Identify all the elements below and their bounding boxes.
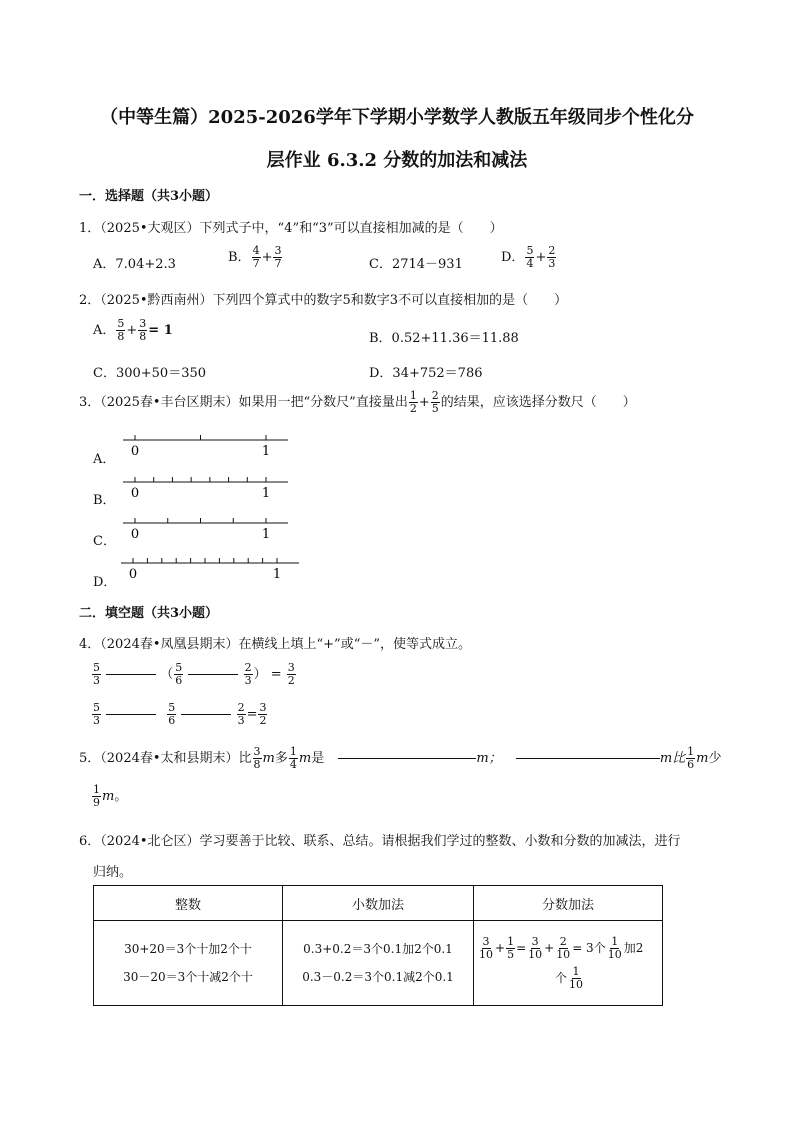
q4-row-1: $\frac{5}{3}$ （ $\frac{5}{6}$ $\frac{2}{3}$ ） = $\frac{3}{2}$: [93, 661, 295, 687]
fraction: $\frac{1}{10}$: [607, 935, 622, 961]
answer-blank[interactable]: [181, 714, 231, 715]
fraction: $\frac{2}{10}$: [556, 935, 571, 961]
q2-option-d: D．34+752＝786: [369, 366, 483, 381]
ruler-label-one: 1: [272, 567, 282, 582]
section-choice-heading: 一．选择题（共3小题）: [79, 189, 219, 204]
cell-fraction: $\frac{3}{10}$ + $\frac{1}{5}$ = $\frac{3}{10}$ + $\frac{2}{10}$ = 3个 $\frac{1}{10}$ 加2 个 $\frac{1}{10}$: [474, 921, 663, 1006]
answer-blank[interactable]: [338, 758, 476, 759]
q1-option-c: C．2714－931: [369, 257, 463, 272]
page-title-line1: （中等生篇）2025-2026学年下学期小学数学人教版五年级同步个性化分: [100, 107, 694, 128]
q3-option-b-label: B．: [93, 493, 116, 508]
question-1-stem: 1．（2025•大观区）下列式子中，“4”和“3”可以直接相加减的是（ ）: [79, 221, 503, 236]
result: = 1: [148, 323, 173, 338]
fraction: $\frac{1}{10}$: [569, 965, 584, 991]
q3-option-a-label: A．: [93, 452, 116, 467]
question-6-stem: 6．（2024•北仑区）学习要善于比较、联系、总结。请根据我们学过的整数、小数和分数的加减法，进行: [79, 834, 681, 849]
answer-blank[interactable]: [106, 674, 156, 675]
question-6-stem-cont: 归纳。: [93, 865, 133, 880]
table-header-row: [94, 886, 663, 921]
section-fill-heading: 二．填空题（共3小题）: [79, 606, 219, 621]
answer-blank[interactable]: [106, 714, 156, 715]
fraction: $\frac{1}{2}$: [409, 389, 417, 415]
question-2-stem: 2．（2025•黔西南州）下列四个算式中的数字5和数字3不可以直接相加的是（ ）: [79, 293, 568, 308]
fraction: $\frac{5}{3}$: [93, 701, 100, 727]
unit-m: m: [696, 751, 709, 766]
fraction: $\frac{3}{8}$: [253, 745, 261, 771]
fraction: $\frac{3}{8}$: [139, 317, 147, 343]
question-4-stem: 4．（2024春•凤凰县期末）在横线上填上“+”或“－”，使等式成立。: [79, 637, 471, 652]
ruler-label-zero: 0: [130, 444, 140, 459]
fraction: $\frac{2}{5}$: [431, 389, 439, 415]
unit-m: m: [298, 751, 312, 766]
option-label: A．: [93, 323, 116, 338]
fraction: $\frac{5}{6}$: [175, 661, 183, 687]
fraction: $\frac{5}{8}$: [117, 317, 125, 343]
unit-m: m: [102, 789, 115, 804]
question-3-stem: 3．（2025春•丰台区期末）如果用一把“分数尺”直接量出 $\frac{1}{2}$ + $\frac{2}{5}$ 的结果，应该选择分数尺（ ）: [79, 389, 636, 415]
q2-option-c: C．300+50＝350: [93, 366, 207, 381]
ruler-label-zero: 0: [128, 567, 138, 582]
ruler-label-one: 1: [261, 486, 271, 501]
q4-row-2: $\frac{5}{3}$ $\frac{5}{6}$ $\frac{2}{3}$ = $\frac{3}{2}$: [93, 701, 267, 727]
fraction: $\frac{5}{4}$: [526, 244, 534, 270]
q2-option-b: B．0.52+11.36＝11.88: [369, 331, 519, 346]
unit-m: m: [262, 751, 275, 766]
q2-option-a: A． $\frac{5}{8}$ + $\frac{3}{8}$ = 1: [93, 317, 173, 343]
fraction: $\frac{3}{2}$: [259, 701, 267, 727]
fraction: $\frac{2}{3}$: [244, 661, 252, 687]
option-label: D．: [501, 250, 525, 265]
fraction: $\frac{3}{2}$: [287, 661, 295, 687]
ruler-label-zero: 0: [130, 486, 140, 501]
fraction: $\frac{3}{10}$: [528, 935, 543, 961]
fraction: $\frac{1}{5}$: [507, 935, 515, 961]
q1-option-a: A．7.04+2.3: [93, 257, 176, 272]
table-row: [94, 921, 663, 1006]
ruler-label-one: 1: [261, 444, 271, 459]
fraction: $\frac{5}{6}$: [168, 701, 176, 727]
fraction: $\frac{3}{10}$: [479, 935, 493, 961]
cell-decimal: 0.3+0.2＝3个0.1加2个0.1 0.3－0.2＝3个0.1减2个0.1: [283, 921, 474, 1006]
option-label: B．: [228, 250, 251, 265]
q1-option-d: D． $\frac{5}{4}$ + $\frac{2}{3}$: [501, 244, 556, 270]
answer-blank[interactable]: [516, 758, 660, 759]
header-fraction: 分数加法: [474, 886, 663, 921]
answer-blank[interactable]: [188, 674, 238, 675]
q3-option-d-label: D．: [93, 575, 117, 590]
question-5-line1: 5．（2024春•太和县期末）比 $\frac{3}{8}$ m多 $\frac{1}{4}$ m是 m； m比 $\frac{1}{6}$ m少: [79, 745, 722, 771]
fraction: $\frac{4}{7}$: [252, 244, 260, 270]
ruler-label-zero: 0: [130, 527, 140, 542]
q3-option-c-label: C．: [93, 534, 116, 549]
question-5-line2: $\frac{1}{9}$ m。: [93, 783, 128, 809]
cell-integer: 30+20＝3个十加2个十 30－20＝3个十减2个十: [94, 921, 283, 1006]
summary-table: [93, 885, 663, 1006]
fraction: $\frac{2}{3}$: [237, 701, 245, 727]
header-decimal: 小数加法: [283, 886, 474, 921]
fraction: $\frac{3}{7}$: [274, 244, 282, 270]
q1-option-b: B． $\frac{4}{7}$ + $\frac{3}{7}$: [228, 244, 282, 270]
fraction: $\frac{1}{9}$: [93, 783, 100, 809]
fraction: $\frac{5}{3}$: [93, 661, 100, 687]
fraction: $\frac{1}{4}$: [289, 745, 297, 771]
header-integer: 整数: [94, 886, 283, 921]
page-title-line2: 层作业 6.3.2 分数的加法和减法: [266, 150, 528, 171]
fraction: $\frac{2}{3}$: [548, 244, 556, 270]
fraction: $\frac{1}{6}$: [687, 745, 695, 771]
ruler-label-one: 1: [261, 527, 271, 542]
